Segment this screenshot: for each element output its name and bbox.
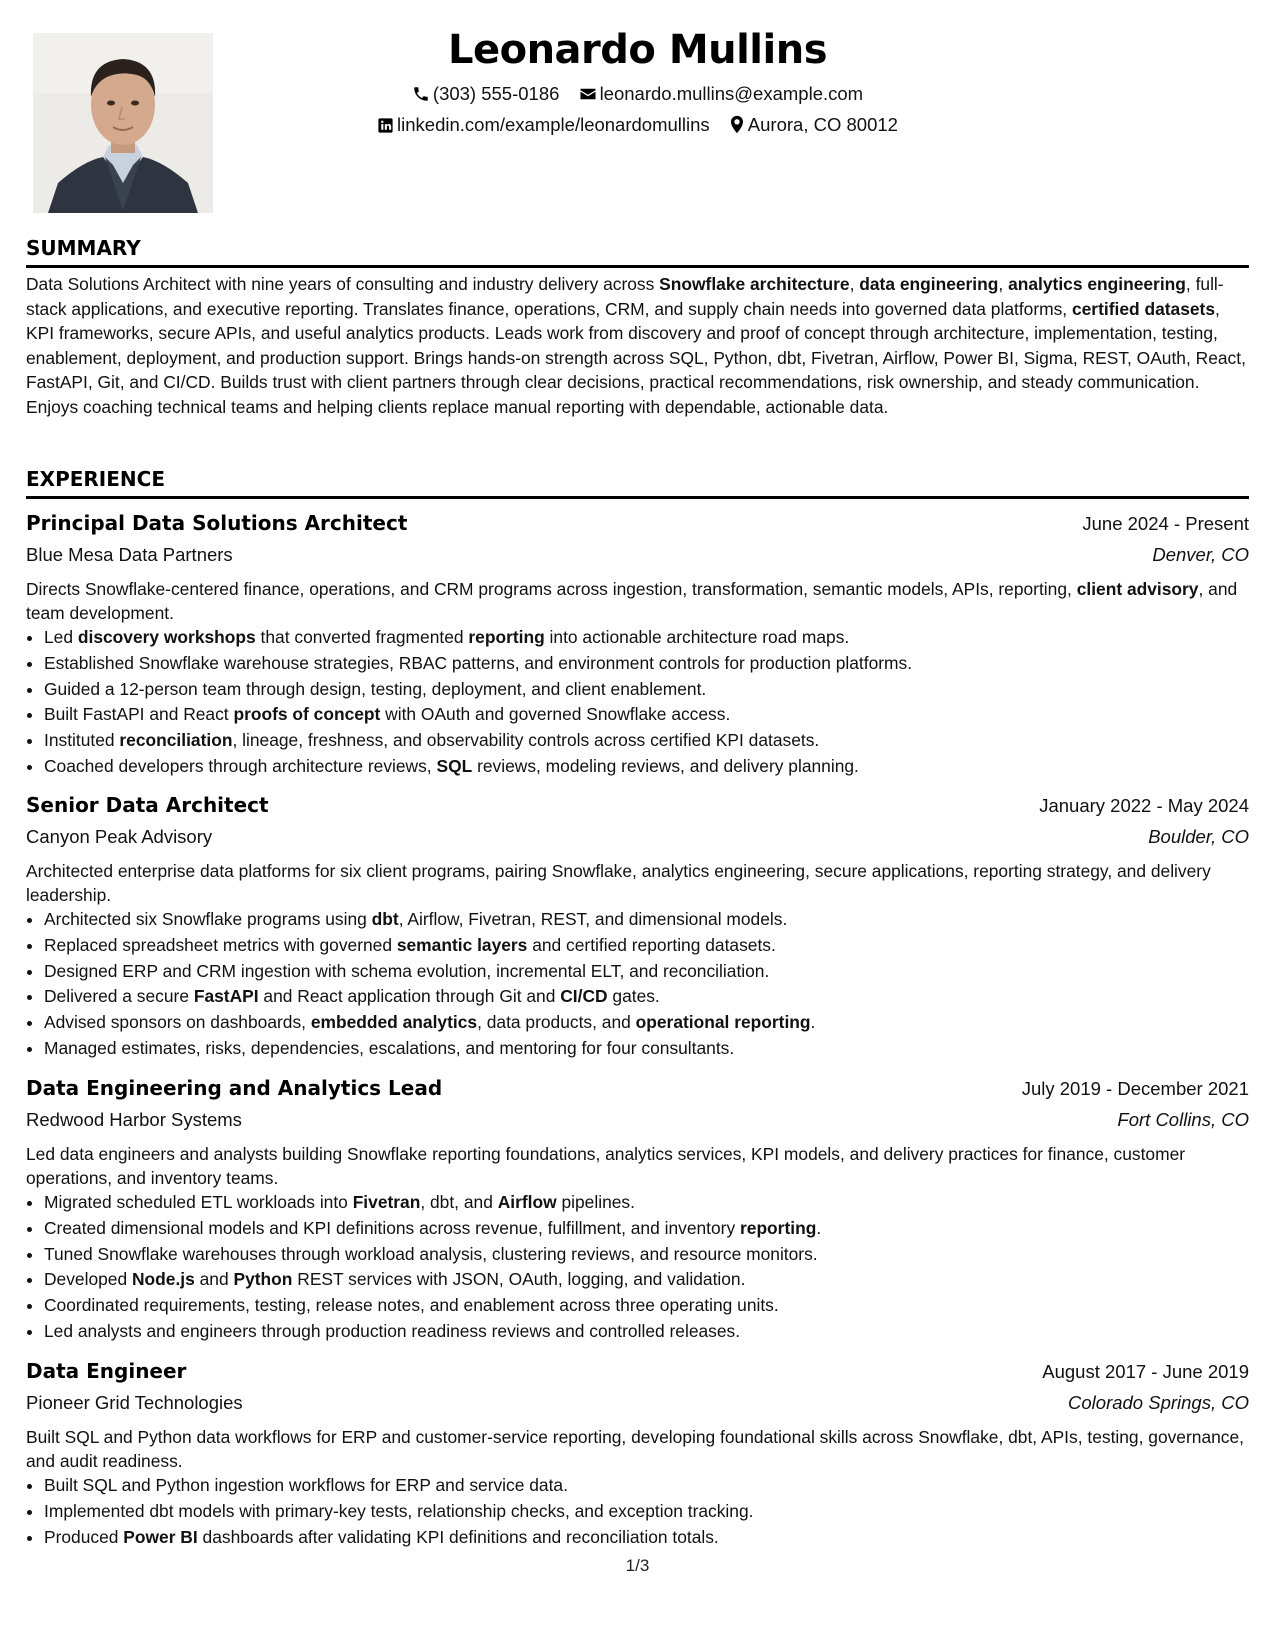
bullet-item (44, 1319, 1249, 1345)
job-entry (26, 790, 1249, 1062)
summary-text-part: , full-stack applications, and executive reporting. Translates finance, operations, CRM, and supply chain needs into governed data platforms, (26, 274, 1224, 319)
job-dates: January 2022 - May 2024 (1039, 795, 1249, 816)
bullet-item (44, 1499, 1249, 1525)
job-summary (26, 1425, 1249, 1473)
text-segment: gates. (607, 986, 660, 1007)
text-segment: Led analysts and engineers through production readiness reviews and controlled releases. (44, 1320, 741, 1341)
highlight-text: embedded analytics (310, 1012, 478, 1033)
job-location: Boulder, CO (1148, 826, 1249, 847)
candidate-name: Leonardo Mullins (447, 27, 828, 73)
summary-text-part: , KPI frameworks, secure APIs, and useful analytics products. Leads work from discovery and proof of concept through architecture, implementation, testing, enablement, deployment, and production support. Brings hands-on strength across SQL, Python, dbt, Fivetran, Airflow, Power BI, Sigma, REST, OAuth, React, FastAPI, Git, and CI/CD. Builds trust with client partners through clear decisions, practical recommendations, risk ownership, and steady communication. Enjoys coaching technical teams and helping clients replace manual reporting with dependable, actionable data. (26, 298, 1246, 417)
text-segment: , Airflow, Fivetran, REST, and dimensional models. (398, 909, 788, 929)
linkedin-text: linkedin.com/example/leonardomullins (397, 114, 710, 135)
highlight-text: Node.js (131, 1269, 195, 1290)
bullet-item (44, 651, 1249, 677)
location-contact (729, 109, 898, 140)
highlight-text: Fivetran (352, 1192, 421, 1212)
text-segment: Architected six Snowflake programs using (44, 909, 372, 929)
bullet-item (44, 625, 1249, 651)
bullet-item (44, 1216, 1249, 1242)
bullet-item (44, 933, 1249, 959)
text-segment: Established Snowflake warehouse strategies, RBAC patterns, and environment controls for production platforms. (44, 652, 913, 673)
text-segment: Led data engineers and analysts building Snowflake reporting foundations, analytics services, KPI models, and delivery practices for finance, customer operations, and inventory teams. (26, 1144, 1186, 1188)
text-segment: that converted fragmented (255, 627, 469, 647)
job-title: Data Engineering and Analytics Lead (26, 1076, 443, 1100)
text-segment: and React application through Git and (258, 986, 561, 1007)
summary-highlight: Snowflake architecture (659, 274, 850, 294)
job-location: Colorado Springs, CO (1068, 1392, 1249, 1413)
bullet-item (44, 1190, 1249, 1216)
page-number: 1/3 (625, 1556, 650, 1575)
highlight-text: Airflow (497, 1192, 557, 1212)
text-segment: . (810, 1012, 816, 1033)
bullet-item (44, 1293, 1249, 1319)
text-segment: Coordinated requirements, testing, release notes, and enablement across three operating units. (44, 1295, 779, 1316)
text-segment: Built SQL and Python ingestion workflows for ERP and service data. (44, 1475, 568, 1495)
job-title: Principal Data Solutions Architect (26, 511, 408, 535)
text-segment: Built FastAPI and React (44, 704, 234, 725)
bullet-item (44, 1036, 1249, 1062)
text-segment: and (194, 1269, 234, 1290)
bullet-item (44, 1267, 1249, 1293)
text-segment: Tuned Snowflake warehouses through workload analysis, clustering reviews, and resource monitors. (44, 1243, 818, 1264)
email-contact[interactable] (579, 78, 864, 109)
highlight-text: reporting (740, 1217, 817, 1238)
text-segment: Developed (44, 1269, 132, 1290)
text-segment: , and team development. (26, 579, 1238, 623)
bullet-item (44, 702, 1249, 728)
text-segment: Implemented dbt models with primary-key tests, relationship checks, and exception tracking. (44, 1500, 754, 1521)
bullet-item (44, 1242, 1249, 1268)
bullet-item (44, 984, 1249, 1010)
job-company: Redwood Harbor Systems (26, 1109, 242, 1130)
highlight-text: Power BI (123, 1526, 198, 1547)
summary-text-part: , (849, 274, 860, 294)
text-segment: Produced (44, 1526, 124, 1547)
location-text: Aurora, CO 80012 (747, 114, 898, 135)
text-segment: Migrated scheduled ETL workloads into (44, 1192, 353, 1212)
bullet-item (44, 728, 1249, 754)
text-segment: Built SQL and Python data workflows for ERP and customer-service reporting, developing foundational skills across Snowflake, dbt, APIs, testing, governance, and audit readiness. (26, 1427, 1244, 1471)
highlight-text: semantic layers (396, 934, 528, 955)
bullet-item (44, 754, 1249, 780)
text-segment: Managed estimates, risks, dependencies, escalations, and mentoring for four consultants. (44, 1037, 735, 1058)
phone-icon (412, 85, 430, 103)
bullet-item (44, 1473, 1249, 1499)
bullet-item (44, 1010, 1249, 1036)
highlight-text: proofs of concept (233, 704, 381, 725)
job-bullets (26, 625, 1249, 780)
text-segment: , dbt, and (420, 1192, 498, 1212)
job-dates: August 2017 - June 2019 (1042, 1361, 1249, 1382)
job-summary (26, 1142, 1249, 1190)
job-bullets (26, 1473, 1249, 1550)
job-entry (26, 508, 1249, 780)
section-title-experience: EXPERIENCE (26, 467, 165, 491)
job-entry (26, 1073, 1249, 1345)
bullet-item (44, 1525, 1249, 1551)
text-segment: Delivered a secure (44, 986, 194, 1007)
text-segment: Architected enterprise data platforms for six client programs, pairing Snowflake, analytics engineering, secure applications, reporting strategy, and delivery leadership. (26, 861, 1211, 905)
text-segment: into actionable architecture road maps. (544, 627, 850, 647)
contact-row-1 (26, 78, 1249, 109)
text-segment: Designed ERP and CRM ingestion with schema evolution, incremental ELT, and reconciliation. (44, 960, 770, 981)
text-segment: . (816, 1217, 822, 1238)
contact-row-2 (26, 109, 1249, 140)
job-dates: June 2024 - Present (1082, 513, 1249, 534)
envelope-icon (579, 85, 597, 103)
job-summary (26, 859, 1249, 907)
summary-text-part: Data Solutions Architect with nine years of consulting and industry delivery across (26, 274, 660, 294)
phone-text: (303) 555-0186 (432, 83, 560, 104)
highlight-text: discovery workshops (77, 627, 256, 647)
bullet-item (44, 959, 1249, 985)
job-company: Canyon Peak Advisory (26, 826, 213, 847)
job-location: Denver, CO (1152, 544, 1249, 565)
text-segment: Guided a 12-person team through design, testing, deployment, and client enablement. (44, 678, 707, 699)
linkedin-icon (377, 117, 394, 134)
highlight-text: CI/CD (560, 986, 608, 1007)
section-divider (26, 496, 1249, 499)
highlight-text: client advisory (1076, 579, 1199, 599)
text-segment: and certified reporting datasets. (527, 934, 776, 955)
text-segment: Instituted (44, 730, 120, 751)
text-segment: Advised sponsors on dashboards, (44, 1012, 311, 1033)
job-bullets (26, 1190, 1249, 1345)
text-segment: dashboards after validating KPI definitions and reconciliation totals. (197, 1526, 719, 1547)
job-title: Data Engineer (26, 1359, 187, 1383)
map-pin-icon (729, 115, 745, 134)
highlight-text: reconciliation (119, 730, 233, 751)
job-dates: July 2019 - December 2021 (1021, 1078, 1249, 1099)
phone-contact[interactable] (412, 78, 560, 109)
highlight-text: operational reporting (635, 1012, 811, 1033)
job-entry (26, 1356, 1249, 1550)
highlight-text: Python (233, 1269, 293, 1290)
text-segment: pipelines. (556, 1192, 635, 1212)
experience-section (26, 466, 1249, 499)
text-segment: , lineage, freshness, and observability controls across certified KPI datasets. (232, 730, 820, 751)
highlight-text: dbt (371, 909, 399, 929)
text-segment: Led (44, 627, 78, 647)
summary-highlight: analytics engineering (1008, 274, 1186, 294)
text-segment: Coached developers through architecture reviews, (44, 755, 437, 776)
email-text: leonardo.mullins@example.com (599, 83, 864, 104)
linkedin-contact[interactable] (377, 109, 710, 140)
job-bullets (26, 907, 1249, 1062)
job-company: Blue Mesa Data Partners (26, 544, 233, 565)
highlight-text: reporting (468, 627, 545, 647)
section-divider (26, 265, 1249, 268)
text-segment: with OAuth and governed Snowflake access. (380, 704, 731, 725)
text-segment: , data products, and (477, 1012, 636, 1033)
text-segment: Directs Snowflake-centered finance, operations, and CRM programs across ingestion, transformation, semantic models, APIs, reporting, (26, 579, 1077, 599)
job-company: Pioneer Grid Technologies (26, 1392, 243, 1413)
text-segment: REST services with JSON, OAuth, logging, and validation. (292, 1269, 746, 1290)
summary-section (26, 235, 1249, 419)
job-title: Senior Data Architect (26, 793, 269, 817)
summary-text-part: , (998, 274, 1009, 294)
highlight-text: SQL (436, 755, 473, 776)
text-segment: Replaced spreadsheet metrics with governed (44, 934, 397, 955)
text-segment: Created dimensional models and KPI definitions across revenue, fulfillment, and inventory (44, 1217, 740, 1238)
job-summary (26, 577, 1249, 625)
section-title-summary: SUMMARY (26, 236, 141, 260)
summary-highlight: certified datasets (1071, 298, 1216, 319)
bullet-item (44, 677, 1249, 703)
text-segment: reviews, modeling reviews, and delivery planning. (472, 755, 859, 776)
job-location: Fort Collins, CO (1117, 1109, 1249, 1130)
highlight-text: FastAPI (193, 986, 259, 1007)
summary-text (26, 272, 1249, 419)
header (26, 22, 1249, 140)
summary-highlight: data engineering (859, 274, 999, 294)
bullet-item (44, 907, 1249, 933)
